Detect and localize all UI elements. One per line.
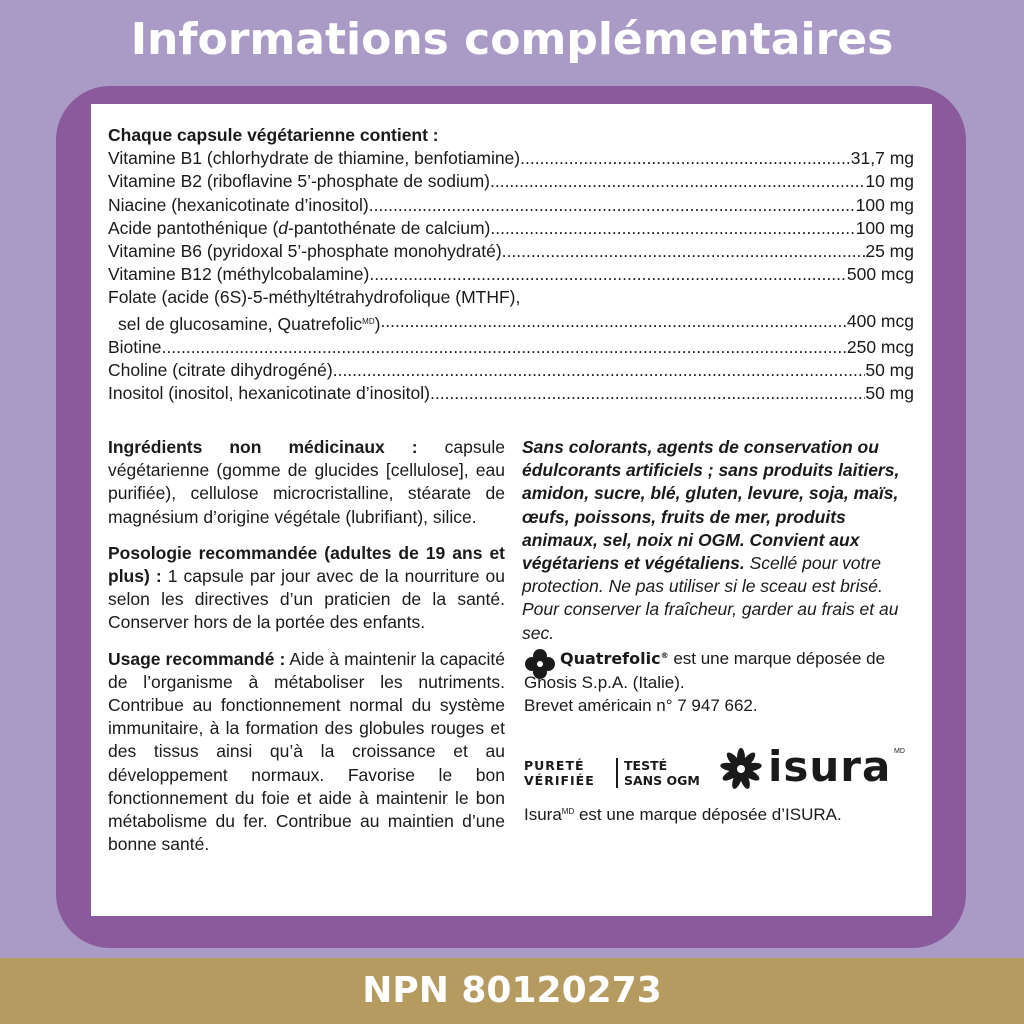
ingredient-amount: 250 mcg <box>846 336 914 357</box>
quatrefolic-logo: Quatrefolic® <box>560 649 669 668</box>
ingredient-name-line: Folate (acide (6S)-5-méthyltétrahydrofolique (MTHF), <box>108 287 521 308</box>
ingredient-name: Choline (citrate dihydrogéné) <box>108 360 333 381</box>
isura-logo: isura <box>768 742 892 791</box>
ingredient-row <box>108 147 914 170</box>
ingredient-name: Vitamine B1 (chlorhydrate de thiamine, benfotiamine) <box>108 148 521 169</box>
patent-number: Brevet américain n° 7 947 662. <box>524 696 758 715</box>
isura-trademark-note: Isura$^{MD}$ est une marque déposée d’ISURA. <box>524 805 842 824</box>
npn-number: NPN 80120273 <box>362 970 662 1011</box>
ingredient-amount: 500 mcg <box>846 264 914 285</box>
ingredient-name: Vitamine B12 (méthylcobalamine) <box>108 264 370 285</box>
ingredient-name: sel de glucosamine, Quatrefolic$^{MD}$) <box>118 313 381 334</box>
ingredient-row <box>108 359 914 382</box>
isura-trademark-mark: MD <box>894 748 905 755</box>
ingredient-amount: 100 mg <box>855 217 914 238</box>
ingredient-row <box>108 240 914 263</box>
ingredient-amount: 100 mg <box>855 194 914 215</box>
ingredient-row <box>108 310 914 336</box>
seal-row <box>524 744 924 794</box>
ingredient-name: Niacine (hexanicotinate d’inositol) <box>108 194 369 215</box>
ingredient-name: Vitamine B6 (pyridoxal 5’-phosphate monohydraté) <box>108 241 502 262</box>
ingredient-row <box>108 382 914 405</box>
ingredient-amount: 50 mg <box>865 360 914 381</box>
ingredients-list <box>108 124 914 405</box>
quatrefolic-trademark: Quatrefolic® est une marque déposée de Gnosis S.p.A. (Italie). Brevet américain n° 7 947 662. <box>524 644 919 718</box>
ingredient-row <box>108 263 914 286</box>
recommended-usage: Usage recommandé : Aide à maintenir la capacité de l’organisme à métaboliser les nutriments. Contribue au fonctionnement normal du système immunitaire, à la formation des globules rouges et des tissus ainsi qu’à la croissance et au développement normaux. Favorise le bon fonctionnement du foie et aide à maintenir le bon métabolisme du fer. Contribue au maintien d’une bonne santé. <box>108 648 505 855</box>
ingredient-name: Acide pantothénique (d-pantothénate de calcium) <box>108 217 491 238</box>
ingredient-name: Inositol (inositol, hexanicotinate d’inositol) <box>108 383 430 404</box>
left-column <box>108 436 505 869</box>
non-gmo-seal: TESTÉ SANS OGM <box>624 758 700 788</box>
ingredient-amount: 25 mg <box>865 241 914 262</box>
ingredient-row <box>108 336 914 359</box>
ingredients-heading: Chaque capsule végétarienne contient : <box>108 125 439 145</box>
isura-flower-icon <box>718 748 764 790</box>
page-title: Informations complémentaires <box>130 14 894 65</box>
non-medicinal-ingredients: Ingrédients non médicinaux : capsule végétarienne (gomme de glucides [cellulose], eau purifiée), cellulose microcristalline, stéarate de magnésium d’origine végétale (lubrifiant), silice. <box>108 437 505 527</box>
ingredient-amount: 31,7 mg <box>850 148 914 169</box>
ingredient-name: Biotine <box>108 336 162 357</box>
ingredient-amount: 400 mcg <box>846 310 914 331</box>
ingredient-amount: 50 mg <box>865 383 914 404</box>
ingredient-name: Vitamine B2 (riboflavine 5’-phosphate de sodium) <box>108 171 490 192</box>
purity-verified-seal: PURETÉ VÉRIFIÉE <box>524 758 595 788</box>
ingredient-row <box>108 194 914 217</box>
ingredient-row <box>108 217 914 240</box>
recommended-dosage: Posologie recommandée (adultes de 19 ans et plus) : 1 capsule par jour avec de la nourriture ou selon les directives d’un praticien de la santé. Conserver hors de la portée des enfants. <box>108 542 505 633</box>
ingredient-row <box>108 170 914 193</box>
seal-divider <box>616 758 618 788</box>
right-column <box>522 436 916 645</box>
free-from-statement: Sans colorants, agents de conservation ou édulcorants artificiels ; sans produits laitiers, amidon, sucre, blé, gluten, levure, soja, maïs, œufs, poissons, fruits de mer, produits animaux, sel, noix ni OGM. Convient aux végétariens et végétaliens. Scellé pour votre protection. Ne pas utiliser si le sceau est brisé. Pour conserver la fraîcheur, garder au frais et au sec. <box>522 437 900 643</box>
ingredient-amount: 10 mg <box>865 171 914 192</box>
